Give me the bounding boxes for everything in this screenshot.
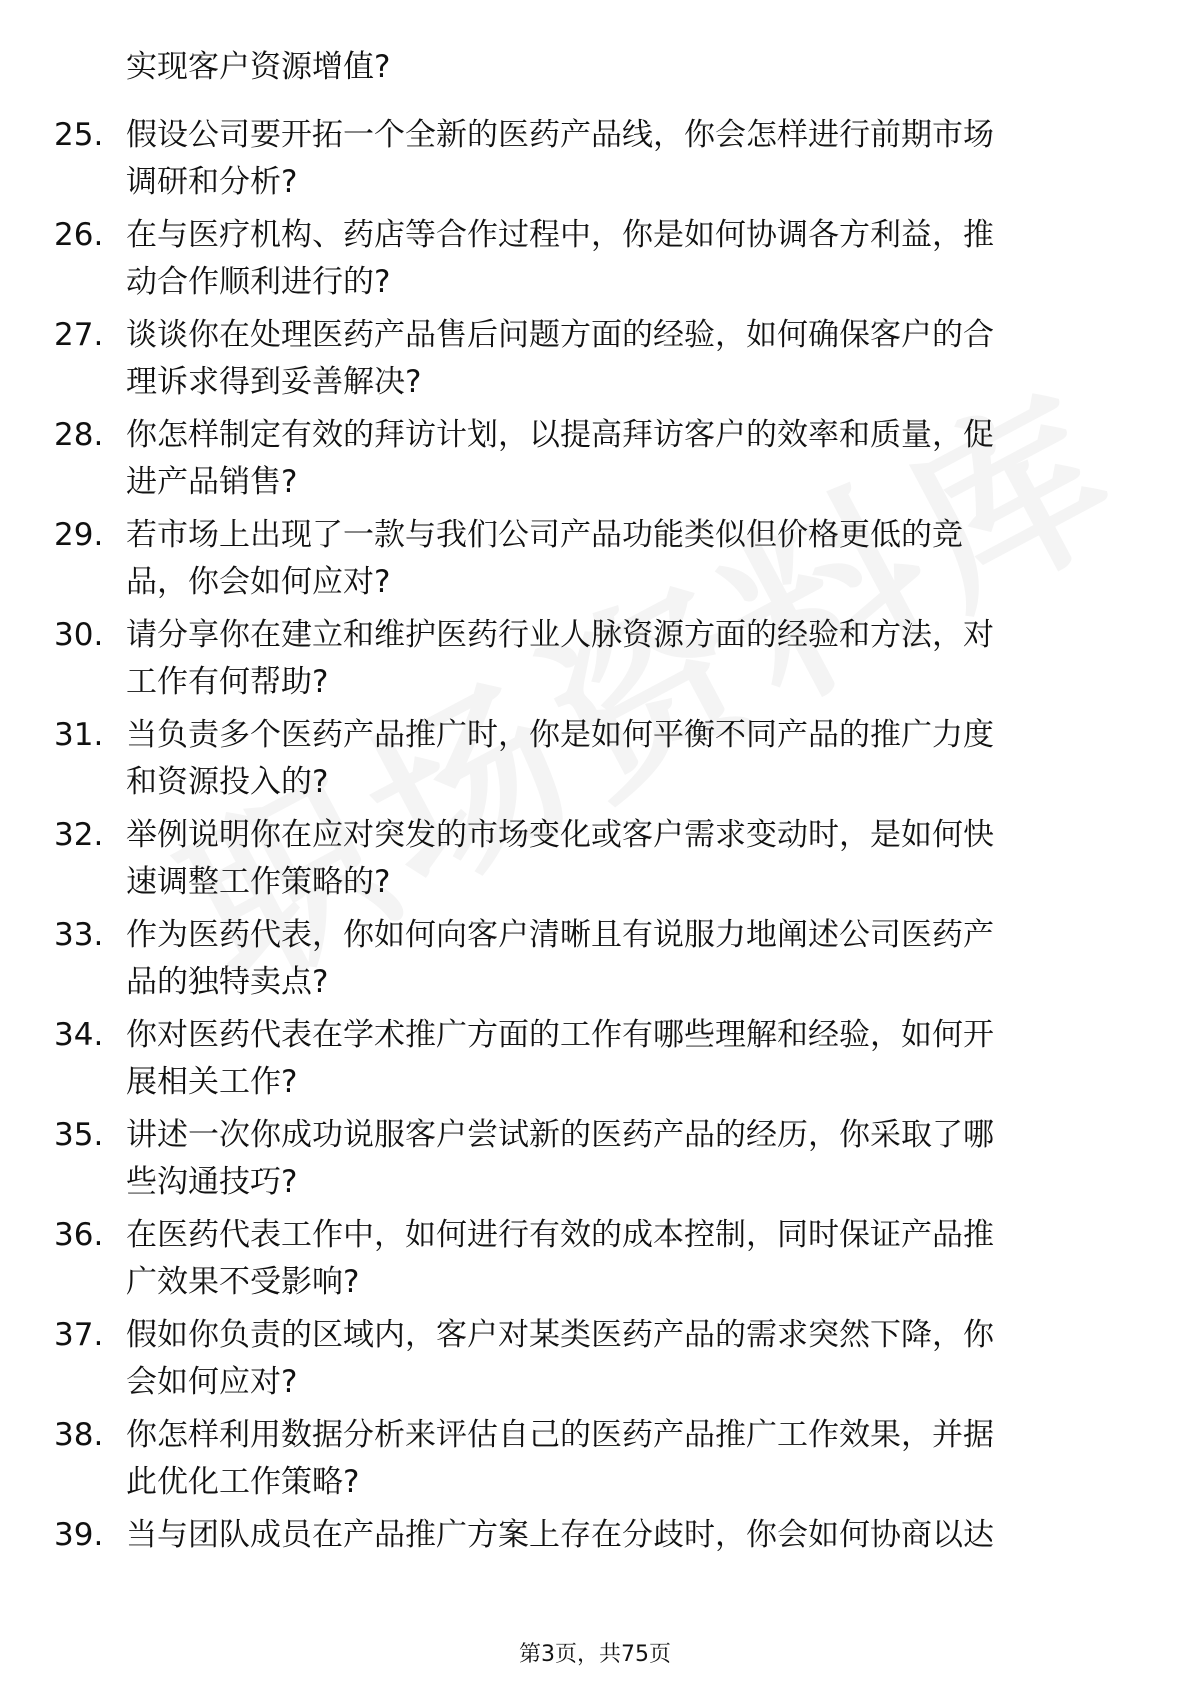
question-text [126,912,1116,1006]
question-text [126,212,1116,306]
question-number: 29. [54,517,104,553]
question-number: 33. [54,917,104,953]
question-item [0,1212,1190,1312]
question-number: 32. [54,817,104,853]
question-line: 举例说明你在应对突发的市场变化或客户需求变动时，是如何快 [126,817,994,853]
question-line: 和资源投入的? [126,764,329,800]
question-number: 26. [54,217,104,253]
question-line: 进产品销售? [126,464,298,500]
question-line: 工作有何帮助? [126,664,329,700]
question-text [126,712,1116,806]
question-line: 在医药代表工作中，如何进行有效的成本控制，同时保证产品推 [126,1217,994,1253]
question-item [0,412,1190,512]
question-item [0,1112,1190,1212]
question-line: 调研和分析? [126,164,298,200]
question-line: 你对医药代表在学术推广方面的工作有哪些理解和经验，如何开 [126,1017,994,1053]
question-line: 会如何应对? [126,1364,298,1400]
question-line: 此优化工作策略? [126,1464,360,1500]
question-item [0,212,1190,312]
question-item [0,712,1190,812]
question-text [126,112,1116,206]
question-line: 动合作顺利进行的? [126,264,391,300]
question-item [0,612,1190,712]
question-item [0,1312,1190,1412]
question-number: 36. [54,1217,104,1253]
question-item [0,312,1190,412]
question-number: 34. [54,1017,104,1053]
question-list [0,112,1190,1612]
question-line: 展相关工作? [126,1064,298,1100]
question-text [126,1212,1116,1306]
question-line: 速调整工作策略的? [126,864,391,900]
question-line: 理诉求得到妥善解决? [126,364,422,400]
question-item [0,1412,1190,1512]
question-line: 谈谈你在处理医药产品售后问题方面的经验，如何确保客户的合 [126,317,994,353]
question-number: 30. [54,617,104,653]
question-item [0,912,1190,1012]
question-text [126,512,1116,606]
question-number: 35. [54,1117,104,1153]
question-line: 广效果不受影响? [126,1264,360,1300]
question-line: 假设公司要开拓一个全新的医药产品线，你会怎样进行前期市场 [126,117,994,153]
question-line: 你怎样利用数据分析来评估自己的医药产品推广工作效果，并据 [126,1417,994,1453]
question-text [126,1312,1116,1406]
question-line: 讲述一次你成功说服客户尝试新的医药产品的经历，你采取了哪 [126,1117,994,1153]
question-text [126,812,1116,906]
question-text [126,1012,1116,1106]
question-item [0,512,1190,612]
question-number: 37. [54,1317,104,1353]
question-line: 假如你负责的区域内，客户对某类医药产品的需求突然下降，你 [126,1317,994,1353]
question-line: 作为医药代表，你如何向客户清晰且有说服力地阐述公司医药产 [126,917,994,953]
question-text [126,412,1116,506]
question-line: 请分享你在建立和维护医药行业人脉资源方面的经验和方法，对 [126,617,994,653]
page-footer: 第3页，共75页 [519,1642,671,1667]
question-text [126,1412,1116,1506]
question-item [0,112,1190,212]
question-line: 若市场上出现了一款与我们公司产品功能类似但价格更低的竞 [126,517,963,553]
question-line: 在与医疗机构、药店等合作过程中，你是如何协调各方利益，推 [126,217,994,253]
question-text [126,612,1116,706]
question-item [0,1012,1190,1112]
question-line: 你怎样制定有效的拜访计划，以提高拜访客户的效率和质量，促 [126,417,994,453]
question-line: 当与团队成员在产品推广方案上存在分歧时，你会如何协商以达 [126,1517,994,1553]
question-number: 28. [54,417,104,453]
continuation-text: 实现客户资源增值? [126,49,391,85]
question-line: 些沟通技巧? [126,1164,298,1200]
question-text [126,312,1116,406]
question-number: 39. [54,1517,104,1553]
question-number: 25. [54,117,104,153]
question-item [0,812,1190,912]
question-number: 27. [54,317,104,353]
question-line: 品，你会如何应对? [126,564,391,600]
question-number: 31. [54,717,104,753]
question-line: 当负责多个医药产品推广时，你是如何平衡不同产品的推广力度 [126,717,994,753]
question-line: 品的独特卖点? [126,964,329,1000]
question-text [126,1112,1116,1206]
question-number: 38. [54,1417,104,1453]
question-item [0,1512,1190,1612]
question-text [126,1512,1116,1559]
